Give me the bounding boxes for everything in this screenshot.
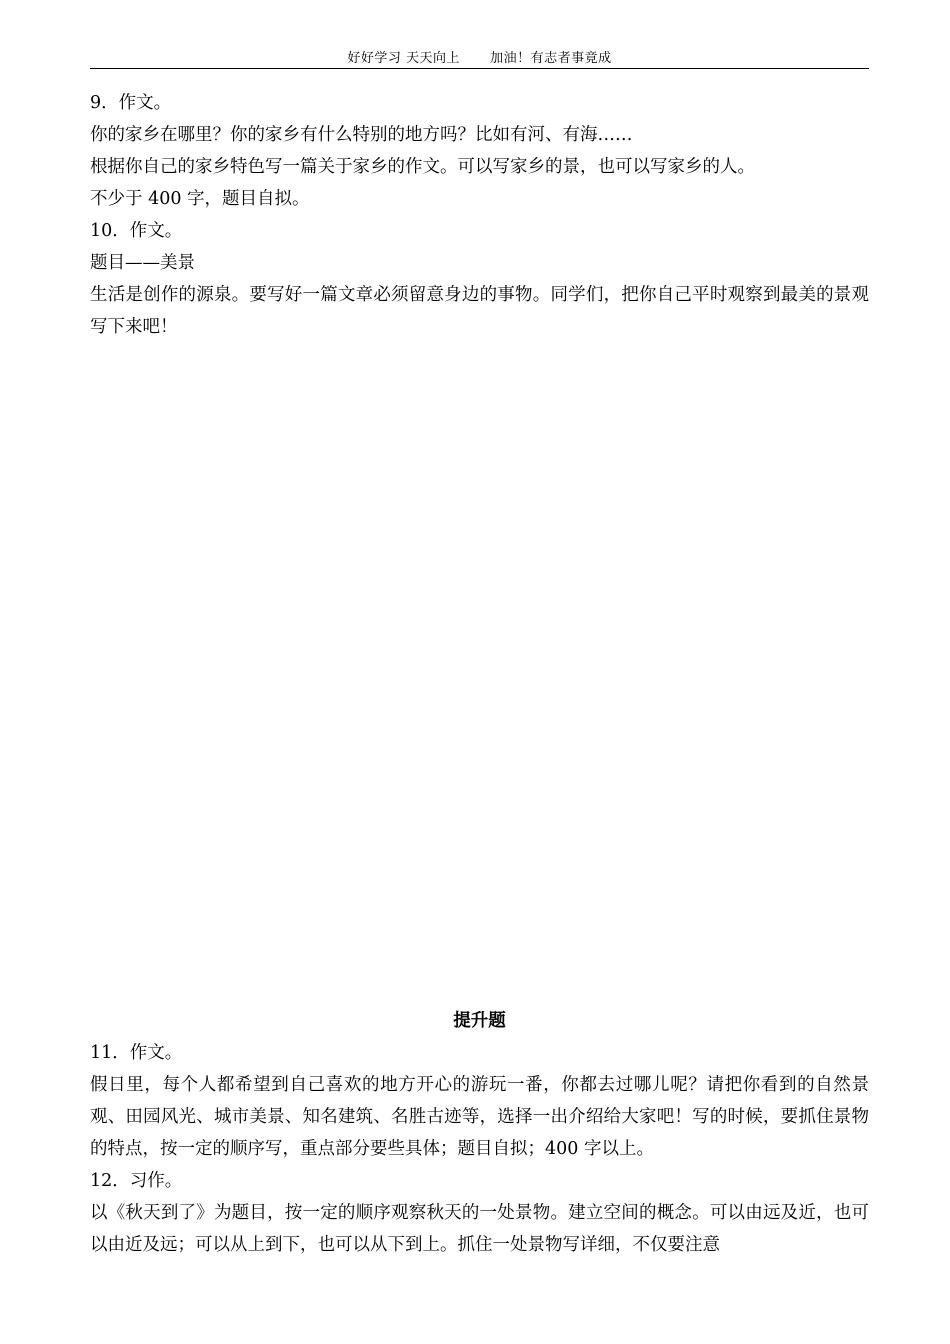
- header-divider: [90, 68, 869, 69]
- q12-title: 12．习作。: [90, 1171, 183, 1191]
- q10-line-1: 题目——美景: [90, 253, 195, 273]
- q10-line-2: 生活是创作的源泉。要写好一篇文章必须留意身边的事物。同学们，把你自己平时观察到最美的景观写下来吧！: [90, 285, 869, 337]
- q10-title: 10．作文。: [90, 221, 183, 241]
- q9-line-1: 你的家乡在哪里？你的家乡有什么特别的地方吗？比如有河、有海……: [90, 125, 633, 145]
- q9-title: 9．作文。: [90, 93, 172, 113]
- questions-block-bottom: [90, 1005, 869, 1261]
- questions-block-top: [90, 87, 869, 343]
- page-header: [90, 50, 869, 67]
- header-motto-right: 加油！有志者事竟成: [490, 51, 612, 66]
- q12-body: 以《秋天到了》为题目，按一定的顺序观察秋天的一处景物。建立空间的概念。可以由远及近，也可以由近及远；可以从上到下，也可以从下到上。抓住一处景物写详细，不仅要注意: [90, 1203, 869, 1255]
- section-title: 提升题: [453, 1011, 506, 1031]
- q9-line-3: 不少于 400 字，题目自拟。: [90, 189, 310, 209]
- q11-title: 11．作文。: [90, 1043, 183, 1063]
- header-motto-left: 好好学习 天天向上: [347, 51, 461, 66]
- q9-line-2: 根据你自己的家乡特色写一篇关于家乡的作文。可以写家乡的景，也可以写家乡的人。: [90, 157, 755, 177]
- q11-body: 假日里，每个人都希望到自己喜欢的地方开心的游玩一番，你都去过哪儿呢？请把你看到的自然景观、田园风光、城市美景、知名建筑、名胜古迹等，选择一出介绍给大家吧！写的时候，要抓住景物的特点，按一定的顺序写，重点部分要些具体；题目自拟；400 字以上。: [90, 1075, 869, 1159]
